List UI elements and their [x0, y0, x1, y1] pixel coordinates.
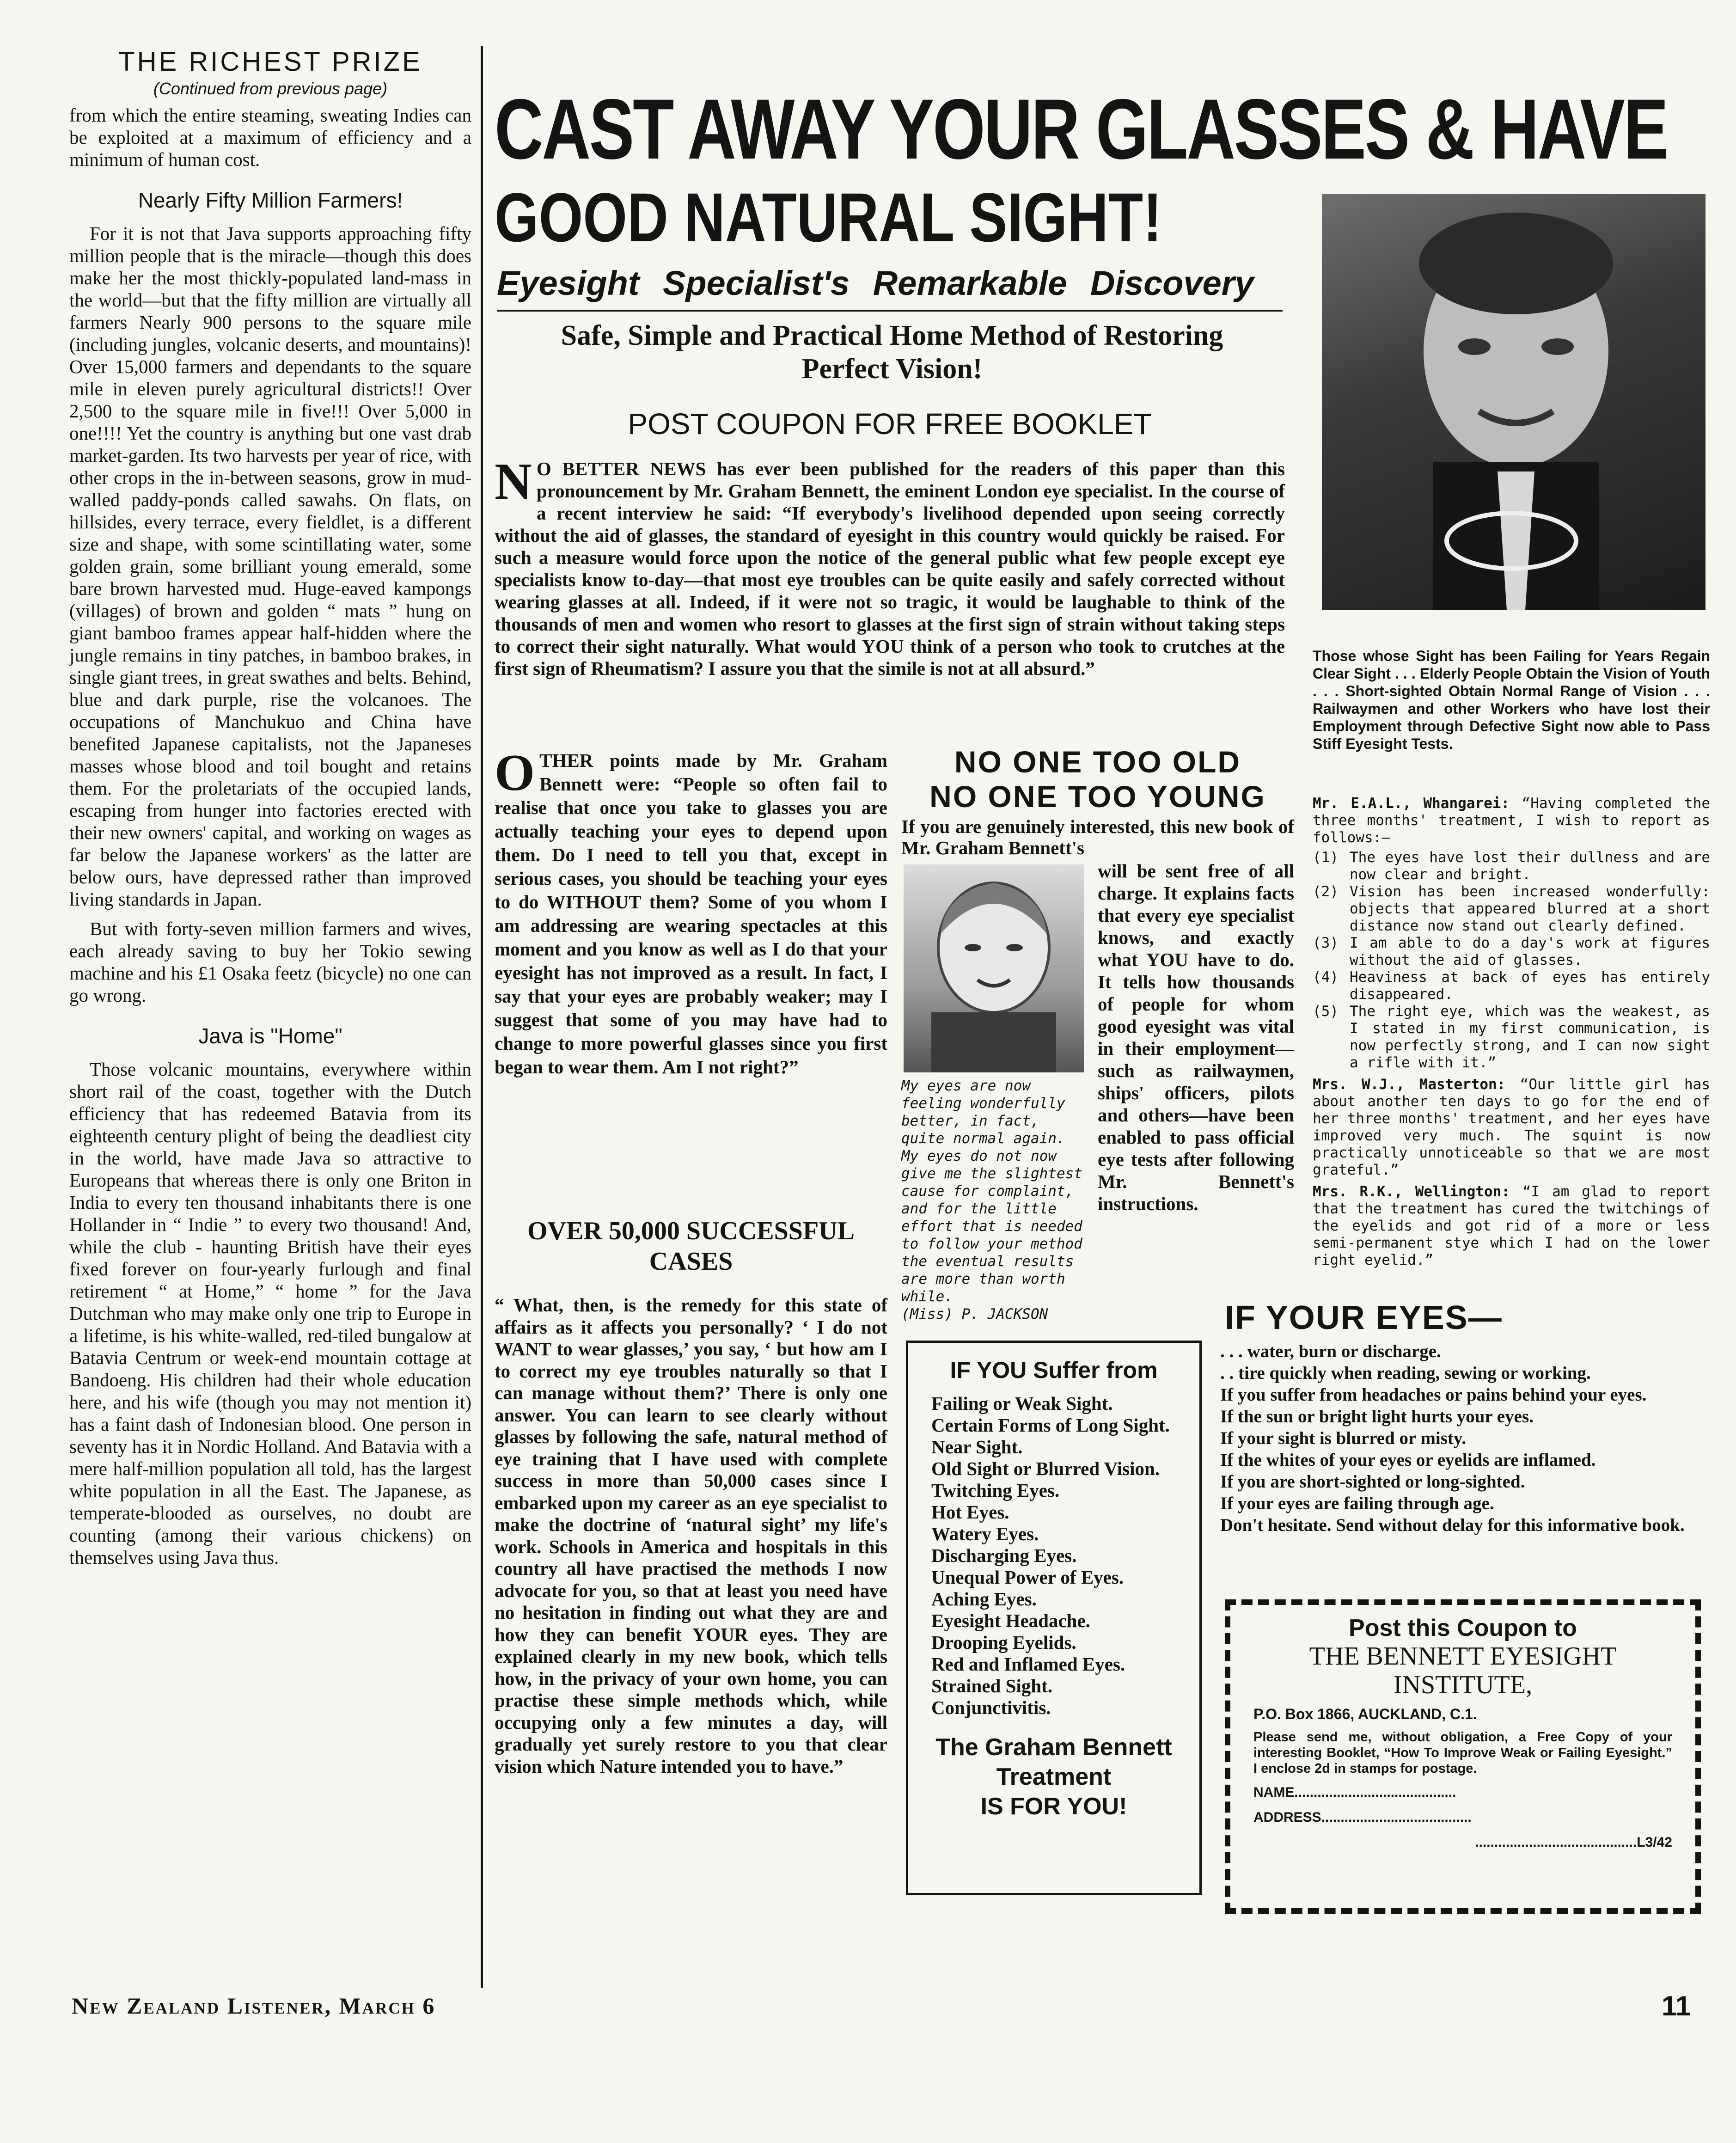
testimonial-item: [1313, 849, 1710, 883]
ad-sub-italic: Eyesight Specialist's Remarkable Discovery: [497, 264, 1254, 302]
ifeyes-item: If the whites of your eyes or eyelids are inflamed.: [1220, 1450, 1596, 1470]
noone-text: will be sent free of all charge. It explains facts that every eye specialist knows, and exactly what YOU have to do. It tells how thousands of people for whom good eyesight was vital in their employment—such as railwaymen, ships' officers, pilots and others—have been enabled to pass official eye tests after following Mr. Bennett's instructions.: [1098, 860, 1294, 1214]
coupon-extra-line[interactable]: ..........................................L3/42: [1475, 1835, 1672, 1850]
continued-note: (Continued from previous page): [153, 79, 388, 98]
testimonials: [1313, 795, 1710, 1269]
testimonial-2-name: Mrs. W.J., Masterton:: [1313, 1076, 1506, 1093]
left-para-2: For it is not that Java supports approaching fifty million people that is the miracle—though this does make her the most thickly-populated land-mass in the world—but that the fifty million are virtually all farmers Nearly 900 persons to the square mile (including jungles, volcanic deserts, and mountains)! Over 15,000 farmers and dependants to the square mile in eleven purely agricultural districts!! Over 2,500 to the square mile in five!!! Over 5,000 in one!!!! Yet the country is anything but one vast drab market-garden. Its two harvests per year of rice, with other crops in the in-between seasons, grow in mud-walled paddy-ponds called sawahs. On flats, on hillsides, every terrace, every fieldlet, is a different size and shape, with some scintillating water, some golden grain, some brilliant young emerald, some bare brown harvested mud. Huge-eaved kampongs (villages) of brown and golden “ mats ” hung on giant bamboo frames appear half-hidden where the jungle remains in tiny patches, in bamboo brakes, in single giant trees, in great swathes and belts. Behind, blue and dark purple, rise the volcanoes. The occupations of Manchukuo and China have benefited Japanese capitalists, not the Japaneses masses whose blood and toil bought and retains them. For the proletariats of the occupied lands, escaping from hunger into factories erected with their new owners' capital, and working on wages as far below the Japanese workers' as the latter are below ours, have depressed rather than improved living standards in Japan.: [69, 223, 471, 910]
photo-caption: Those whose Sight has been Failing for Years Regain Clear Sight . . . Elderly People Obtain the Vision of Youth . . . Short-sighted Obtain Normal Range of Vision . . . Railwaymen and other Workers who have lost their Employment through Defective Sight now able to Pass Stiff Eyesight Tests.: [1313, 648, 1710, 752]
testimonial-2: [1313, 1076, 1710, 1179]
testimonial-1-name: Mr. E.A.L., Whangarei:: [1313, 795, 1510, 812]
testimonial-item: [1313, 1003, 1710, 1072]
column-divider: [481, 46, 483, 1988]
ad-post-heading: POST COUPON FOR FREE BOOKLET: [628, 407, 1152, 441]
ad-sub-rule: [497, 310, 1283, 312]
coupon-address: P.O. Box 1866, AUCKLAND, C.1.: [1253, 1706, 1477, 1722]
coupon-line-2: THE BENNETT EYESIGHT: [1309, 1642, 1617, 1671]
ifeyes-item: . . tire quickly when reading, sewing or working.: [1220, 1363, 1591, 1383]
suffer-item: Aching Eyes.: [931, 1588, 1037, 1610]
ifeyes-item: If your sight is blurred or misty.: [1220, 1428, 1466, 1448]
item-text: I am able to do a day's work at figures without the aid of glasses.: [1350, 935, 1710, 968]
item-number: (5): [1313, 1003, 1339, 1020]
over-heading: OVER 50,000 SUCCESSFUL CASES: [527, 1217, 855, 1276]
subheading-farmers: Nearly Fifty Million Farmers!: [138, 188, 403, 212]
coupon-line-1: Post this Coupon to: [1349, 1615, 1577, 1641]
left-para-3: But with forty-seven million farmers and wives, each already saving to buy her Tokio sewing machine and his £1 Osaka feetz (bicycle) no one can go wrong.: [69, 918, 471, 1006]
article-title: THE RICHEST PRIZE: [118, 47, 422, 77]
treatment-line-2: Treatment: [996, 1763, 1112, 1790]
item-text: Vision has been increased wonderfully: objects that appeared blurred at a short distance now stand out clearly defined.: [1350, 883, 1710, 934]
woman-portrait-icon: [904, 864, 1084, 1072]
testimonial-1-text: “Having completed the three months' treatment, I wish to report as follows:—: [1313, 795, 1710, 846]
suffer-item: Failing or Weak Sight.: [931, 1393, 1113, 1414]
suffer-item: Watery Eyes.: [931, 1523, 1039, 1544]
woman-photo: [904, 864, 1084, 1072]
woman-caption: [901, 1077, 1086, 1323]
over-text: “ What, then, is the remedy for this state of affairs as it affects you personally? ‘ I do not WANT to wear glasses,’ you say, ‘ but how am I to correct my eye troubles naturally so that I can manage without them?’ There is only one answer. You can learn to see clearly without glasses by following the safe, natural method of eye training that I have used with complete success in more than 50,000 cases since I embarked upon my career as an eye specialist to make the doctrine of ‘natural sight’ my life's work. Schools in America and hospitals in this country all have practised the methods I now advocate for you, so that at least you need have no hesitation in finding out what they are and how they can benefit YOUR eyes. They are explained clearly in my new book, which tells how, in the privacy of your own home, you can practise these simple methods which, while occupying only a few minutes a day, will gradually yet surely restore to you that clear vision which Nature intended you to have.”: [495, 1294, 887, 1777]
ifeyes-title: IF YOUR EYES—: [1225, 1299, 1503, 1336]
testimonial-item: [1313, 935, 1710, 969]
item-text: Heaviness at back of eyes has entirely disappeared.: [1350, 969, 1710, 1003]
specialist-photo: [1322, 194, 1705, 610]
testimonial-list: [1313, 849, 1710, 1072]
testimonial-item: [1313, 969, 1710, 1003]
noone-intro: If you are genuinely interested, this new book of Mr. Graham Bennett's: [901, 816, 1294, 858]
coupon-line-3: INSTITUTE,: [1393, 1671, 1533, 1699]
other-caps: THER: [539, 750, 593, 771]
item-number: (1): [1313, 849, 1339, 866]
suffer-box: [906, 1341, 1202, 1895]
treatment-line-3: IS FOR YOU!: [980, 1793, 1127, 1820]
noone-heading-2: NO ONE TOO YOUNG: [929, 779, 1266, 814]
suffer-item: Hot Eyes.: [931, 1501, 1009, 1523]
woman-quote: My eyes are now feeling wonderfully better, in fact, quite normal again. My eyes do not now give me the slightest cause for complaint, and for the little effort that is needed to follow your method the eventual results are more than worth while.: [901, 1078, 1082, 1305]
ad-other: [495, 744, 887, 1079]
suffer-item: Strained Sight.: [931, 1675, 1052, 1696]
testimonial-3-name: Mrs. R.K., Wellington:: [1313, 1183, 1510, 1200]
ifeyes-item: . . . water, burn or discharge.: [1220, 1341, 1441, 1361]
suffer-list: [931, 1393, 1176, 1719]
suffer-item: Red and Inflamed Eyes.: [931, 1653, 1125, 1675]
suffer-item: Certain Forms of Long Sight.: [931, 1414, 1170, 1436]
treatment-block: [931, 1733, 1176, 1821]
other-text: points made by Mr. Graham Bennett were: “People so often fail to realise that once you take to glasses you are actually teaching your eyes to depend upon them. Do I need to tell you that, except in serious cases, you should be teaching your eyes to do WITHOUT them? Some of you whom I am addressing are wearing spectacles at this moment and you know as well as I do that your eyesight has not improved as a result. In fact, I say that your eyes are probably weaker; may I suggest that some of you may have had to change to more powerful glasses since you first began to wear them. Am I not right?”: [495, 750, 887, 1078]
suffer-item: Discharging Eyes.: [931, 1545, 1077, 1566]
left-para-1: from which the entire steaming, sweating Indies can be exploited at a maximum of efficiency and a minimum of human cost.: [69, 104, 471, 170]
suffer-title: IF YOU Suffer from: [950, 1357, 1158, 1383]
coupon-name-field[interactable]: NAME..........................................: [1253, 1785, 1456, 1800]
coupon-address-field[interactable]: ADDRESS.......................................: [1253, 1810, 1472, 1825]
testimonial-3-text: “I am glad to report that the treatment has cured the twitchings of the eyelids and got rid of a more or less semi-permanent stye which I had on the lower right eyelid.”: [1313, 1183, 1710, 1268]
suffer-item: Twitching Eyes.: [931, 1480, 1060, 1501]
treatment-line-1: The Graham Bennett: [935, 1734, 1172, 1761]
suffer-item: Unequal Power of Eyes.: [931, 1567, 1124, 1588]
ad-intro: [495, 453, 1285, 680]
testimonial-3: [1313, 1183, 1710, 1269]
dropcap-o: O: [495, 744, 535, 802]
suffer-item: Eyesight Headache.: [931, 1610, 1090, 1631]
ifeyes-list: [1220, 1341, 1701, 1536]
ifeyes-item: Don't hesitate. Send without delay for this informative book.: [1220, 1515, 1685, 1535]
coupon[interactable]: [1225, 1599, 1701, 1914]
suffer-item: Old Sight or Blurred Vision.: [931, 1458, 1160, 1479]
ad-sub-2: Safe, Simple and Practical Home Method of Restoring Perfect Vision!: [561, 320, 1223, 385]
ifeyes-item: If you suffer from headaches or pains behind your eyes.: [1220, 1385, 1647, 1405]
intro-text: has ever been published for the readers of this paper than this pronouncement by Mr. Graham Bennett, the eminent London eye specialist. In the course of a recent interview he said: “If everybody's livelihood depended upon seeing correctly without the aid of glasses, the standard of eyesight in this country would quickly be raised. For such a measure would force upon the notice of the general public what few people except eye specialists know to-day—that most eye troubles can be quite easily and safely corrected without wearing glasses at all. Indeed, if it were not so tragic, it would be laughable to think of the thousands of men and women who resort to glasses at the first sign of strain without taking steps to correct their sight naturally. What would YOU think of a person who took to crutches at the first sign of Rheumatism? I assure you that the simile is not at all absurd.”: [495, 458, 1285, 679]
footer-masthead: New Zealand Listener, March 6: [72, 1993, 436, 2019]
woman-signature: (Miss) P. JACKSON: [901, 1306, 1048, 1323]
coupon-request: Please send me, without obligation, a Free Copy of your interesting Booklet, “How To Improve Weak or Failing Eyesight.” I enclose 2d in stamps for postage.: [1253, 1730, 1672, 1776]
testimonial-1: [1313, 795, 1710, 846]
suffer-item: Drooping Eyelids.: [931, 1632, 1076, 1653]
item-text: The eyes have lost their dullness and are now clear and bright.: [1350, 849, 1710, 883]
ad-headline-2: GOOD NATURAL SIGHT!: [495, 178, 1162, 256]
dropcap-n: N: [495, 453, 532, 510]
ifeyes-item: If your eyes are failing through age.: [1220, 1494, 1494, 1513]
noone-heading-1: NO ONE TOO OLD: [954, 745, 1241, 779]
page-number: 11: [1662, 1990, 1691, 2021]
left-para-4: Those volcanic mountains, everywhere within short rail of the coast, together with the Dutch efficiency that has redeemed Batavia from its eighteenth century plight of being the deadliest city in the world, have made Java so attractive to Europeans that whereas there is only one Briton in India to every ten thousand inhabitants there is one Hollander in “ Indie ” to every two thousand! And, while the club - haunting British have their eyes fixed forever on four-yearly furlough and final retirement “ at Home,” “ home ” for the Java Dutchman who may make only one trip to Europe in a lifetime, is his white-walled, red-tiled bungalow at Batavia Centrum or week-end mountain cottage at Bandoeng. His children had their whole education here, and his wife (though you may not mention it) has a faint dash of Indonesian blood. One person in seventy has it in Nordic Holland. And Batavia with a mere half-million population all told, has the largest white population in all the East. The Japanese, as temperate-blooded as ourselves, no doubt are counting (among their various chickens) on themselves using Java thus.: [69, 1059, 471, 1568]
ifeyes-item: If the sun or bright light hurts your eyes.: [1220, 1407, 1534, 1427]
testimonial-2-text: “Our little girl has about another ten days to go for the end of her three months' treatment, and her eyes have improved very much. The squint is now practically unnoticeable so that we are most grateful.”: [1313, 1076, 1710, 1178]
intro-caps: O BETTER NEWS: [536, 458, 706, 479]
item-number: (4): [1313, 969, 1339, 986]
ifeyes-item: If you are short-sighted or long-sighted.: [1220, 1472, 1525, 1492]
item-number: (2): [1313, 883, 1339, 900]
item-text: The right eye, which was the weakest, as I stated in my first communication, is now perfectly strong, and I can now sight a rifle with it.”: [1350, 1003, 1710, 1071]
left-column: [69, 46, 471, 1576]
ad-headline-1: CAST AWAY YOUR GLASSES & HAVE: [495, 82, 1667, 177]
subheading-java-home: Java is "Home": [198, 1024, 342, 1048]
testimonial-item: [1313, 883, 1710, 935]
suffer-item: Conjunctivitis.: [931, 1697, 1051, 1718]
left-body: [69, 104, 471, 1568]
suffer-item: Near Sight.: [931, 1436, 1023, 1457]
man-portrait-icon: [1322, 194, 1705, 610]
item-number: (3): [1313, 935, 1339, 951]
